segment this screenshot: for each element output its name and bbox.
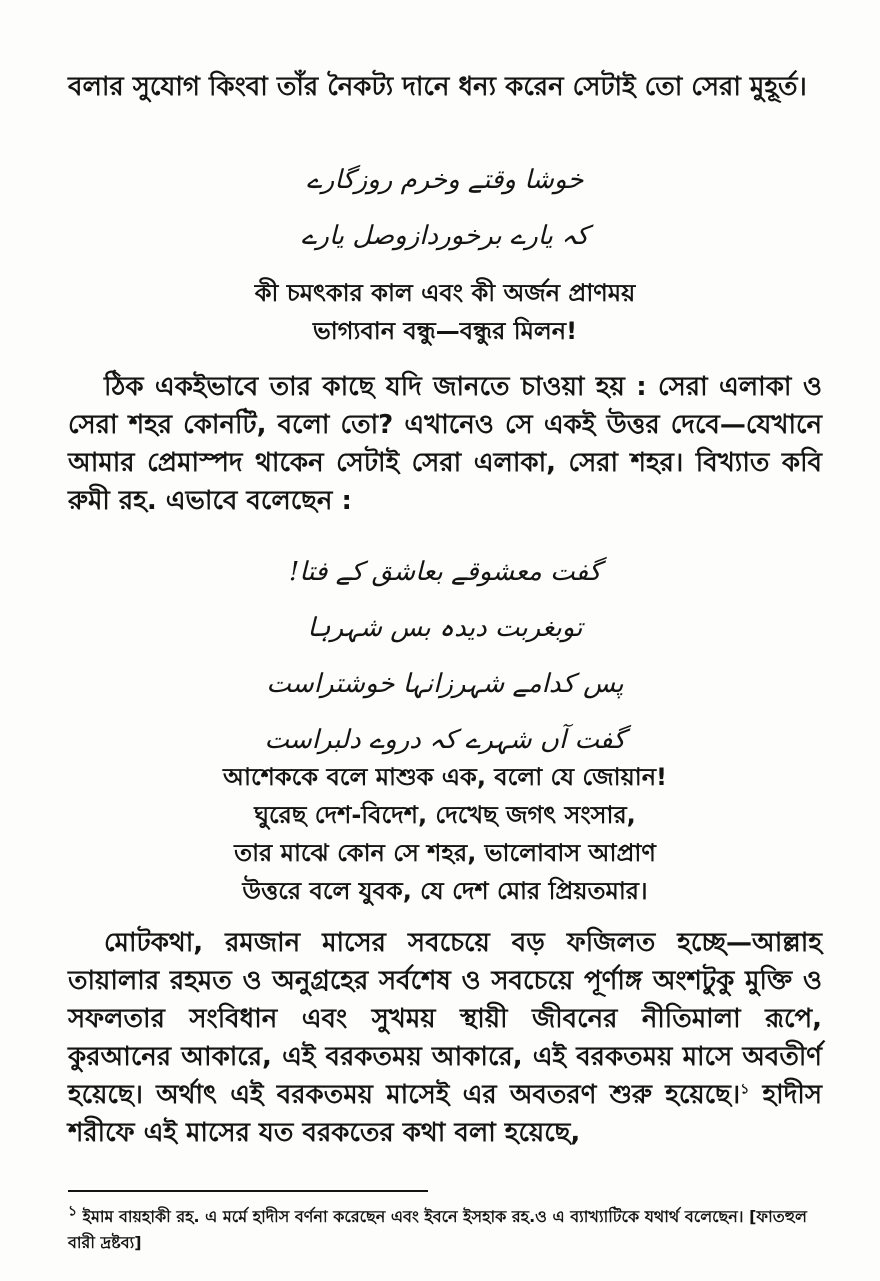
paragraph-conclusion-main: মোটকথা, রমজান মাসের সবচেয়ে বড় ফজিলত হচ্ছে—আল্লাহ তায়ালার রহমত ও অনুগ্রহের সর্বশেষ ও সবচেয়ে পূর্ণাঙ্গ অংশটুকু মুক্তি ও সফলতার সংবিধান এবং সুখময় স্থায়ী জীবনের নীতিমালা রূপে, কুরআনের আকারে, এই বরকতময় আকারে, এই বরকতময় মাসে অবতীর্ণ হয়েছে। অর্থাৎ এই বরকতময় মাসেই এর অবতরণ শুরু হয়েছে। xyxy=(68,928,822,1110)
paragraph-opening: বলার সুযোগ কিংবা তাঁর নৈকট্য দানে ধন্য করেন সেটাই তো সেরা মুহূর্ত। xyxy=(68,72,807,102)
bangla-translation-2-line-3: তার মাঝে কোন সে শহর, ভালোবাস আপ্রাণ xyxy=(234,839,656,867)
bangla-translation-2 xyxy=(68,758,822,910)
footnote-marker: ১ xyxy=(68,1203,78,1220)
bangla-translation-1-line-1: কী চমৎকার কাল এবং কী অর্জন প্রাণময় xyxy=(254,279,636,307)
urdu-couplet-2-line-4: گفت آں شہرے کہ دروے دلبراست xyxy=(264,725,626,755)
urdu-couplet-1 xyxy=(68,152,822,264)
footnote-divider xyxy=(68,1190,428,1192)
footnote-text: ইমাম বায়হাকী রহ. এ মর্মে হাদীস বর্ণনা করেছেন এবং ইবনে ইসহাক রহ.ও এ ব্যাখ্যাটিকে যথার্থ বলেছেন। [ফাতহুল বারী দ্রষ্টব্য] xyxy=(68,1207,807,1252)
paragraph-conclusion xyxy=(68,924,822,1152)
urdu-couplet-2 xyxy=(68,544,822,768)
bangla-translation-1-line-2: ভাগ্যবান বন্ধু—বন্ধুর মিলন! xyxy=(312,317,578,345)
urdu-couplet-2-line-2: توبغربت دیدہ بس شہرہا xyxy=(307,613,583,643)
urdu-couplet-2-line-3: پس کدامے شہرزانہا خوشتراست xyxy=(266,669,624,699)
bangla-translation-2-line-2: ঘুরেছ দেশ-বিদেশ, দেখেছ জগৎ সংসার, xyxy=(254,801,636,829)
urdu-couplet-1-line-2: کہ یارے برخوردازوصل یارے xyxy=(301,221,589,251)
bangla-translation-1 xyxy=(68,274,822,350)
paragraph-conclusion-tail: হাদীস শরীফে এই মাসের যত বরকতের কথা বলা হয়েছে, xyxy=(68,1080,822,1148)
urdu-couplet-1-line-1: خوشا وقتے وخرم روزگارے xyxy=(306,165,584,195)
bangla-translation-2-line-4: উত্তরে বলে যুবক, যে দেশ মোর প্রিয়তমার। xyxy=(242,877,648,905)
bangla-translation-2-line-1: আশেককে বলে মাশুক এক, বলো যে জোয়ান! xyxy=(223,763,667,791)
footnote xyxy=(68,1204,828,1256)
footnote-reference: ১ xyxy=(740,1081,750,1098)
paragraph-rumi-intro: ঠিক একইভাবে তার কাছে যদি জানতে চাওয়া হয় : সেরা এলাকা ও সেরা শহর কোনটি, বলো তো? এখানেও সে একই উত্তর দেবে—যেখানে আমার প্রেমাস্পদ থাকেন সেটাই সেরা এলাকা, সেরা শহর। বিখ্যাত কবি রুমী রহ. এভাবে বলেছেন : xyxy=(68,372,822,516)
urdu-couplet-2-line-1: گفت معشوقے بعاشق کے فتا! xyxy=(288,557,602,587)
